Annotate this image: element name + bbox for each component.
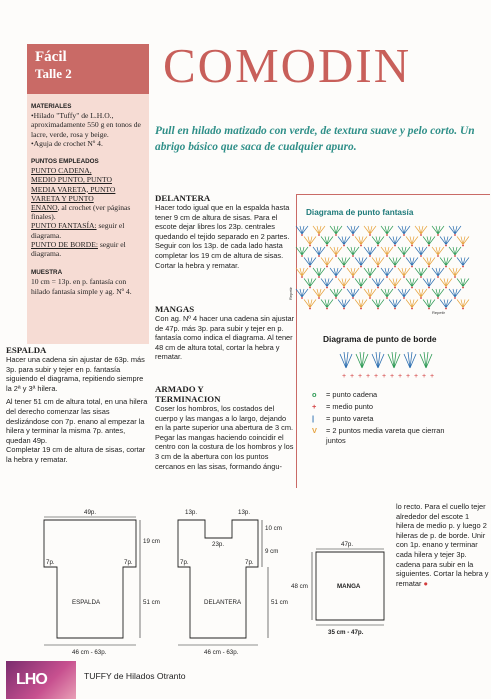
fantasia-fan-mark: [372, 237, 384, 245]
section-delantera: [155, 193, 295, 270]
fantasia-stitch-dot: [386, 255, 388, 257]
fantasia-fan-mark: [449, 268, 461, 276]
fantasia-stitch-dot: [386, 234, 388, 236]
fantasia-fan-mark: [296, 268, 308, 276]
fantasia-fan-mark: [330, 247, 342, 255]
fantasia-fan-mark: [313, 247, 325, 255]
fantasia-fan-mark: [440, 237, 452, 245]
fantasia-stitch-dot: [420, 234, 422, 236]
espalda-side-label: 7p.: [46, 559, 55, 566]
borde-plus-mark: +: [358, 373, 363, 380]
fantasia-stitch-dot: [377, 308, 379, 310]
delantera-outline: [178, 520, 258, 638]
fantasia-stitch-dot: [318, 255, 320, 257]
brand-logo-text: LHO: [16, 671, 47, 688]
fantasia-stitch-dot: [343, 287, 345, 289]
fantasia-stitch-dot: [411, 308, 413, 310]
fantasia-stitch-dot: [301, 234, 303, 236]
legend-row-medio: [312, 402, 482, 412]
fantasia-stitch-dot: [369, 255, 371, 257]
stitch-link-6[interactable]: PUNTO FANTASÍA:: [31, 221, 97, 231]
fantasia-stitch-dot: [403, 276, 405, 278]
borde-plus-mark: +: [406, 373, 411, 380]
stitch-link-2[interactable]: MEDIO PUNTO, PUNTO: [31, 175, 112, 185]
garment-schematics: [0, 500, 395, 660]
legend-row-cadena: [312, 390, 482, 400]
fantasia-stitch-dot: [360, 266, 362, 268]
fantasia-stitch-dot: [462, 308, 464, 310]
fantasia-fan-mark: [415, 226, 427, 234]
espalda-height-label: 51 cm: [143, 599, 160, 606]
fantasia-fan-mark: [457, 300, 469, 308]
fantasia-fan-mark: [432, 226, 444, 234]
fantasia-stitch-dot: [403, 255, 405, 257]
fantasia-fan-mark: [338, 258, 350, 266]
manga-height-label: 48 cm: [291, 583, 308, 590]
mangas-title: MANGAS: [155, 304, 195, 314]
espalda-side-label-right: 7p.: [124, 559, 133, 566]
fantasia-stitch-dot: [420, 255, 422, 257]
fantasia-fan-mark: [321, 258, 333, 266]
fantasia-fan-mark: [440, 279, 452, 287]
espalda-p2: Al tener 51 cm de altura total, en una hilera del derecho comenzar las sisas deslizándose con 7p. enano al empezar la hilera y terminar la misma 7p. antes, quedan 49p.: [6, 397, 148, 445]
borde-plus-mark: +: [422, 373, 427, 380]
end-dot: ●: [423, 578, 428, 588]
fantasia-stitch-dot: [377, 266, 379, 268]
fantasia-stitch-dot: [326, 308, 328, 310]
fantasia-fan-mark: [389, 300, 401, 308]
fantasia-fan-mark: [355, 300, 367, 308]
fantasia-fan-mark: [389, 258, 401, 266]
fantasia-stitch-dot: [462, 245, 464, 247]
fantasia-fan-mark: [347, 289, 359, 297]
delantera-neck-label: 23p.: [212, 541, 225, 548]
fantasia-stitch-dot: [403, 234, 405, 236]
borde-plus-mark: +: [390, 373, 395, 380]
fantasia-stitch-dot: [343, 266, 345, 268]
size-label: Talle 2: [35, 66, 72, 81]
fantasia-fan-mark: [432, 268, 444, 276]
delantera-neck-height-label: 10 cm: [265, 525, 282, 532]
espalda-top-label: 49p.: [84, 509, 97, 516]
delantera-top-left-label: 13p.: [185, 509, 198, 516]
fantasia-fan-mark: [389, 279, 401, 287]
fantasia-stitch-dot: [335, 255, 337, 257]
fantasia-stitch-dot: [309, 245, 311, 247]
fantasia-fan-mark: [372, 258, 384, 266]
fantasia-fan-mark: [338, 300, 350, 308]
fantasia-stitch-dot: [394, 266, 396, 268]
fantasia-diagram: [286, 220, 490, 318]
stitch-5-note: , al crochet (ver páginas finales).: [31, 203, 131, 222]
fantasia-fan-mark: [355, 279, 367, 287]
stitch-item-5: [31, 203, 147, 221]
fantasia-fan-mark: [347, 268, 359, 276]
borde-plus-mark: +: [430, 373, 435, 380]
espalda-sisa-label: 19 cm: [143, 538, 160, 545]
fantasia-stitch-dot: [403, 297, 405, 299]
legend-text-vareta: = punto vareta: [326, 414, 374, 423]
fantasia-fan-mark: [304, 279, 316, 287]
fantasia-fan-mark: [321, 300, 333, 308]
borde-plus-mark: +: [366, 373, 371, 380]
fantasia-stitch-dot: [326, 245, 328, 247]
fantasia-stitch-dot: [352, 255, 354, 257]
stitch-7-note: seguir el diagrama.: [31, 239, 126, 259]
fantasia-fan-mark: [398, 289, 410, 297]
footer-credit: TUFFY de Hilados Otranto: [84, 671, 186, 681]
borde-diagram: [338, 346, 436, 384]
fantasia-stitch-dot: [369, 297, 371, 299]
fantasia-stitch-dot: [326, 287, 328, 289]
fantasia-fan-mark: [364, 289, 376, 297]
fantasia-fan-mark: [304, 258, 316, 266]
fantasia-fan-mark: [304, 237, 316, 245]
materials-item-yarn: •Hilado "Tuffy" de L.H.O., aproximadamente 550 g en tonos de lacre, verde, rosa y beige.: [31, 111, 141, 139]
delantera-p1: Hacer todo igual que en la espalda hasta tener 9 cm de altura de sisas. Para el escote dejar libres los 23p. centrales quedando el tejido separado en 2 partes. Seguir con los 13p. de cada lado hasta completar los 19 cm de altura de sisas. Cortar la hebra y rematar.: [155, 203, 290, 270]
fantasia-stitch-dot: [454, 234, 456, 236]
fantasia-stitch-dot: [411, 266, 413, 268]
fantasia-stitch-dot: [352, 297, 354, 299]
fantasia-stitch-dot: [335, 234, 337, 236]
fantasia-stitch-dot: [437, 276, 439, 278]
fantasia-stitch-dot: [437, 234, 439, 236]
delantera-sisa-label: 9 cm: [265, 548, 279, 555]
mangas-p1: Con ag. Nº 4 hacer una cadena sin ajustar de 47p. más 3p. para subir y tejer en p. fantasía como indica el diagrama. Al tener 48 cm de altura total, cortar la hebra y rematar.: [155, 314, 295, 362]
borde-plus-mark: +: [414, 373, 419, 380]
fantasia-stitch-dot: [318, 234, 320, 236]
stitch-item-6: [31, 221, 147, 239]
section-espalda: [6, 345, 148, 465]
fantasia-fan-mark: [296, 289, 308, 297]
fantasia-fan-mark: [372, 279, 384, 287]
fantasia-fan-mark: [415, 268, 427, 276]
sidebar-body: [31, 96, 147, 296]
fantasia-fan-mark: [296, 226, 308, 234]
materials-item-needle: •Aguja de crochet Nº 4.: [31, 138, 103, 148]
fantasia-fan-mark: [457, 279, 469, 287]
fantasia-stitch-dot: [394, 308, 396, 310]
fantasia-stitch-dot: [445, 266, 447, 268]
brand-logo: [6, 661, 76, 699]
page-title: COMODIN: [163, 38, 412, 93]
page-subtitle: Pull en hilado matizado con verde, de textura suave y pelo corto. Un abrigo básico que saca de cualquier apuro.: [155, 125, 475, 153]
legend-text-cadena: = punto cadena: [326, 390, 378, 399]
fantasia-fan-mark: [432, 289, 444, 297]
fantasia-stitch-dot: [437, 297, 439, 299]
fantasia-stitch-dot: [309, 308, 311, 310]
legend-text-media-vareta: = 2 puntos media vareta que cierran juntos: [326, 426, 445, 445]
fantasia-fan-mark: [398, 247, 410, 255]
fantasia-fan-mark: [381, 289, 393, 297]
fantasia-stitch-dot: [437, 255, 439, 257]
legend-text-medio: = medio punto: [326, 402, 374, 411]
stitch-link-7[interactable]: PUNTO DE BORDE:: [31, 239, 98, 249]
fantasia-fan-mark: [355, 237, 367, 245]
stitch-item-7: [31, 240, 147, 258]
fantasia-stitch-dot: [420, 276, 422, 278]
stitch-link-1[interactable]: PUNTO CADENA,: [31, 166, 92, 176]
sidebar-header: [27, 44, 149, 94]
single-crochet-icon: +: [312, 402, 317, 411]
fantasia-fan-mark: [381, 268, 393, 276]
manga-top-label: 47p.: [341, 541, 354, 548]
sample-title: MUESTRA: [31, 269, 63, 277]
section-mangas: [155, 304, 295, 362]
fantasia-stitch-dot: [309, 287, 311, 289]
fantasia-fan-mark: [364, 247, 376, 255]
fantasia-fan-mark: [364, 268, 376, 276]
espalda-title: ESPALDA: [6, 345, 47, 355]
espalda-p3: Completar 19 cm de altura de sisas, cortar la hebra y rematar.: [6, 445, 146, 464]
fantasia-stitch-dot: [462, 287, 464, 289]
fantasia-fan-mark: [432, 247, 444, 255]
borde-fan-mark: [372, 352, 384, 368]
fantasia-fan-mark: [321, 237, 333, 245]
stitch-legend: [312, 390, 482, 446]
delantera-title: DELANTERA: [155, 193, 211, 203]
half-double-cluster-icon: V: [312, 426, 317, 435]
fantasia-fan-mark: [423, 237, 435, 245]
fantasia-fan-mark: [364, 226, 376, 234]
fantasia-stitch-dot: [309, 266, 311, 268]
fantasia-fan-mark: [406, 279, 418, 287]
fantasia-fan-mark: [296, 247, 308, 255]
delantera-height-label: 51 cm: [271, 599, 288, 606]
fantasia-stitch-dot: [462, 266, 464, 268]
espalda-bottom-label: 46 cm - 63p.: [72, 649, 107, 656]
fantasia-fan-mark: [330, 226, 342, 234]
fantasia-fan-mark: [423, 279, 435, 287]
borde-plus-mark: +: [374, 373, 379, 380]
fantasia-stitch-dot: [301, 255, 303, 257]
difficulty-label: Fácil: [35, 49, 67, 65]
fantasia-stitch-dot: [343, 245, 345, 247]
borde-fan-mark: [356, 352, 368, 368]
fantasia-stitch-dot: [394, 245, 396, 247]
fantasia-fan-mark: [338, 237, 350, 245]
borde-fan-mark: [420, 352, 432, 368]
fantasia-stitch-dot: [369, 276, 371, 278]
fantasia-stitch-dot: [428, 266, 430, 268]
fantasia-stitch-dot: [445, 287, 447, 289]
borde-fan-mark: [388, 352, 400, 368]
borde-fan-mark: [404, 352, 416, 368]
armado-p1: Coser los hombros, los costados del cuerpo y las mangas a lo largo, dejando en la parte superior una abertura de 3 cm.: [155, 404, 294, 433]
fantasia-fan-mark: [330, 289, 342, 297]
fantasia-stitch-dot: [428, 245, 430, 247]
fantasia-stitch-dot: [454, 255, 456, 257]
fantasia-stitch-dot: [394, 287, 396, 289]
stitches-title: PUNTOS EMPLEADOS: [31, 158, 99, 166]
fantasia-fan-mark: [449, 226, 461, 234]
fantasia-fan-mark: [406, 258, 418, 266]
fantasia-fan-mark: [449, 247, 461, 255]
armado-title-2: TERMINACION: [155, 394, 221, 404]
stitch-link-4[interactable]: VARETA Y PUNTO: [31, 193, 94, 203]
fantasia-fan-mark: [423, 258, 435, 266]
legend-row-vareta: [312, 414, 482, 424]
borde-diagram-title: Diagrama de punto de borde: [323, 334, 437, 344]
borde-plus-mark: +: [350, 373, 355, 380]
delantera-side-label: 7p.: [180, 559, 189, 566]
fantasia-stitch-dot: [343, 308, 345, 310]
stitch-link-3[interactable]: MEDIA VARETA, PUNTO: [31, 184, 116, 194]
manga-bottom-label: 35 cm - 47p.: [328, 629, 364, 636]
delantera-top-right-label: 13p.: [238, 509, 251, 516]
fantasia-stitch-dot: [335, 276, 337, 278]
fantasia-fan-mark: [415, 247, 427, 255]
fantasia-stitch-dot: [301, 297, 303, 299]
fantasia-fan-mark: [423, 300, 435, 308]
double-crochet-icon: |: [312, 414, 315, 423]
armado-p2: Pegar las mangas haciendo coincidir el centro con la costura de los hombros y los 3 cm de la abertura con los puntos cercanos en las sisas, formando ángu-: [155, 432, 294, 471]
espalda-name: ESPALDA: [72, 599, 101, 606]
fantasia-fan-mark: [440, 258, 452, 266]
repeat-label-left: Repetir: [288, 287, 293, 300]
fantasia-fan-mark: [415, 289, 427, 297]
armado-p3: [396, 502, 489, 588]
espalda-p1: Hacer una cadena sin ajustar de 63p. más 3p. para subir y tejer en p. fantasía siguiendo el diagrama, repitiendo siempre la 2ª y 3ª hilera.: [6, 355, 145, 393]
fantasia-stitch-dot: [377, 245, 379, 247]
borde-fan-mark: [340, 352, 352, 368]
materials-title: MATERIALES: [31, 103, 72, 110]
delantera-measures: [262, 520, 268, 638]
fantasia-stitch-dot: [386, 297, 388, 299]
fantasia-fan-mark: [398, 226, 410, 234]
borde-plus-mark: +: [382, 373, 387, 380]
fantasia-stitch-dot: [454, 297, 456, 299]
fantasia-stitch-dot: [454, 276, 456, 278]
fantasia-stitch-dot: [326, 266, 328, 268]
delantera-bottom-label: 46 cm - 63p.: [204, 649, 239, 656]
fantasia-fan-mark: [381, 247, 393, 255]
fantasia-fan-mark: [449, 289, 461, 297]
fantasia-stitch-dot: [335, 297, 337, 299]
fantasia-stitch-dot: [301, 276, 303, 278]
stitch-link-5[interactable]: ENANO: [31, 203, 58, 213]
repeat-label-bottom: Repetir: [432, 310, 445, 315]
fantasia-fan-mark: [406, 237, 418, 245]
fantasia-stitch-dot: [360, 287, 362, 289]
fantasia-diagram-title: Diagrama de punto fantasía: [306, 208, 414, 217]
armado-title-1: ARMADO Y: [155, 384, 204, 394]
fantasia-fan-mark: [313, 289, 325, 297]
fantasia-stitch-dot: [428, 308, 430, 310]
fantasia-fan-mark: [457, 237, 469, 245]
fantasia-stitch-dot: [428, 287, 430, 289]
fantasia-fan-mark: [355, 258, 367, 266]
chain-stitch-icon: o: [312, 390, 317, 399]
fantasia-fan-mark: [347, 226, 359, 234]
armado-continued: [396, 502, 489, 588]
delantera-side-label-right: 7p.: [245, 559, 254, 566]
fantasia-fan-mark: [457, 258, 469, 266]
fantasia-fan-mark: [381, 226, 393, 234]
borde-plus-mark: +: [342, 373, 347, 380]
fantasia-fan-mark: [321, 279, 333, 287]
fantasia-fan-mark: [330, 268, 342, 276]
fantasia-stitch-dot: [445, 308, 447, 310]
fantasia-fan-mark: [440, 300, 452, 308]
fantasia-fan-mark: [347, 247, 359, 255]
legend-row-media-vareta: [312, 426, 482, 446]
fantasia-stitch-dot: [360, 308, 362, 310]
espalda-outline: [44, 520, 136, 638]
section-armado: [155, 384, 295, 471]
armado-p3-text: lo recto. Para el cuello tejer alrededor del escote 1 hilera de medio p. y luego 2 hileras de p. de borde. Unir con 1p. enano y terminar cada hilera y tejer 3p. cadena para subir en la siguientes. Cortar la hebra y rematar: [396, 502, 489, 588]
fantasia-fan-mark: [304, 300, 316, 308]
fantasia-stitch-dot: [377, 287, 379, 289]
delantera-name: DELANTERA: [204, 599, 242, 606]
fantasia-stitch-dot: [318, 276, 320, 278]
fantasia-stitch-dot: [411, 245, 413, 247]
fantasia-stitch-dot: [445, 245, 447, 247]
borde-plus-mark: +: [398, 373, 403, 380]
fantasia-fan-mark: [389, 237, 401, 245]
fantasia-fan-mark: [372, 300, 384, 308]
fantasia-fan-mark: [406, 300, 418, 308]
fantasia-fan-mark: [338, 279, 350, 287]
stitch-6-note: seguir el diagrama.: [31, 221, 125, 240]
fantasia-fan-mark: [313, 226, 325, 234]
fantasia-stitch-dot: [411, 287, 413, 289]
fantasia-stitch-dot: [360, 245, 362, 247]
fantasia-stitch-dot: [369, 234, 371, 236]
fantasia-stitch-dot: [352, 234, 354, 236]
fantasia-fan-mark: [398, 268, 410, 276]
fantasia-stitch-dot: [386, 276, 388, 278]
manga-name: MANGA: [337, 583, 361, 590]
sample-text: 10 cm = 13p. en p. fantasía con hilado fantasía simple y ag. Nº 4.: [31, 277, 132, 296]
fantasia-fan-mark: [313, 268, 325, 276]
fantasia-stitch-dot: [420, 297, 422, 299]
fantasia-stitch-dot: [318, 297, 320, 299]
fantasia-stitch-dot: [352, 276, 354, 278]
